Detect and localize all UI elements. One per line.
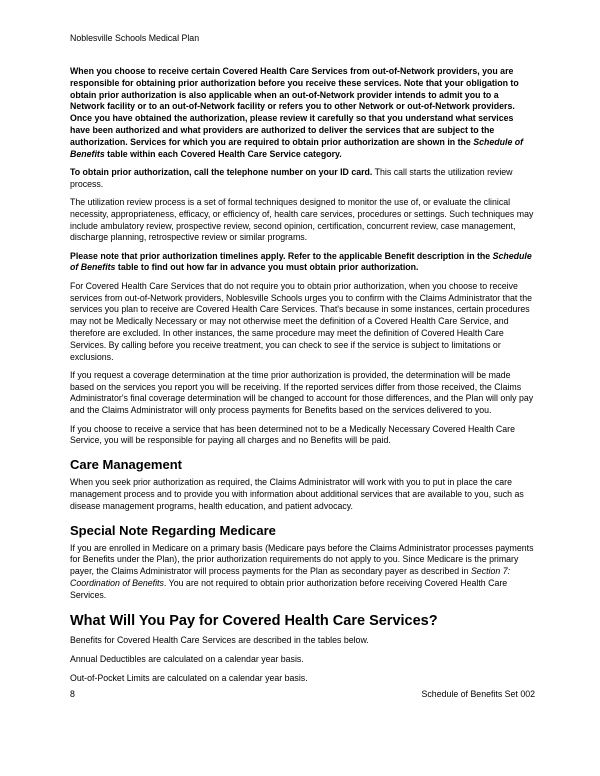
text-run: . You are not required to obtain prior authorization before receiving Covered Health Care Services. bbox=[70, 577, 508, 600]
document-header-title: Noblesville Schools Medical Plan bbox=[70, 33, 200, 43]
footer-document-label: Schedule of Benefits Set 002 bbox=[421, 689, 535, 699]
paragraph-coverage-determination: If you request a coverage determination at the time prior authorization is provided, the determination will be made based on the services you report you will be receiving. If the reported services differ from those received, the Claims Administrator's final coverage determination will be changed to account for those differences, and the Plan will only pay and the Claims Administrator will only process payments for Benefits based on the services delivered to you. bbox=[70, 369, 534, 416]
text-run: This call starts the utilization review process. bbox=[70, 166, 513, 189]
paragraph-utilization-review: The utilization review process is a set of formal techniques designed to monitor the use of, or evaluate the clinical necessity, appropriateness, efficacy, or efficiency of, health care services, procedures or settings. Such techniques may include ambulatory review, prospective review, second opinion, certification, concurrent review, case management, discharge planning, retrospective review or similar programs. bbox=[70, 196, 534, 243]
text-run-italic: Schedule of Benefits bbox=[70, 136, 524, 159]
paragraph-annual-deductibles: Annual Deductibles are calculated on a calendar year basis. bbox=[70, 654, 304, 665]
paragraph-care-management: When you seek prior authorization as required, the Claims Administrator will work with you to put in place the care management process and to provide you with information about additional services that are available to you, such as disease management programs, health education, and patient advocacy. bbox=[70, 477, 524, 511]
paragraph-timelines bbox=[70, 251, 535, 275]
heading-care-management: Care Management bbox=[70, 457, 182, 473]
paragraph-out-of-pocket-limits: Out-of-Pocket Limits are calculated on a calendar year basis. bbox=[70, 673, 308, 684]
text-run-italic: Schedule of Benefits bbox=[70, 250, 532, 273]
what-will-you-pay-section bbox=[70, 635, 535, 684]
text-run-bold: To obtain prior authorization, call the telephone number on your ID card. bbox=[70, 166, 373, 177]
heading-special-note-medicare: Special Note Regarding Medicare bbox=[70, 522, 276, 538]
text-run: table within each Covered Health Care Service category. bbox=[104, 148, 342, 159]
text-run: If you are enrolled in Medicare on a primary basis (Medicare pays before the Claims Administrator processes payments for Benefits under the Plan), the prior authorization requirements do not apply to you. Since Medicare is the primary payer, the Claims Administrator will process payments for the Plan as secondary payer as described in bbox=[70, 542, 534, 577]
footer-page-number: 8 bbox=[70, 689, 75, 699]
paragraph-not-medically-necessary: If you choose to receive a service that has been determined not to be a Medically Necessary Covered Health Care Service, you will be responsible for paying all charges and no Benefits will be paid. bbox=[70, 423, 515, 446]
text-run-italic: Section 7: Coordination of Benefits bbox=[70, 566, 511, 588]
paragraph-obtain-prior-auth bbox=[70, 167, 535, 191]
paragraph-prior-auth-intro bbox=[70, 66, 535, 160]
paragraph-no-prior-auth-required: For Covered Health Care Services that do not require you to obtain prior authorization, when you choose to receive services from out-of-Network providers, Noblesville Schools urges you to confirm with the Claims Administrator that the services you plan to receive are Covered Health Care Services. That's because in some instances, certain procedures may not be Medically Necessary or may not otherwise meet the definition of a Covered Health Care Service, and therefore are excluded. In other instances, the same procedure may meet the definition of Covered Health Care Services. By calling before you receive treatment, you can check to see if the service is subject to limitations or exclusions. bbox=[70, 280, 533, 362]
heading-what-will-you-pay: What Will You Pay for Covered Health Care Services? bbox=[70, 613, 438, 630]
text-run: table to find out how far in advance you must obtain prior authorization. bbox=[115, 262, 419, 273]
document-footer bbox=[70, 689, 535, 700]
paragraph-benefits-tables: Benefits for Covered Health Care Services are described in the tables below. bbox=[70, 635, 369, 646]
paragraph-medicare bbox=[70, 543, 535, 602]
text-run: Please note that prior authorization timelines apply. Refer to the applicable Benefit description in the bbox=[70, 250, 493, 261]
text-run: When you choose to receive certain Covered Health Care Services from out-of-Network providers, you are responsible for obtaining prior authorization before you receive these services. Note that your obligation to obtain prior authorization is also applicable when an out-of-Network provider intends to admit you to a Network facility or to an out-of-Network facility or refers you to other Network or out-of-Network providers. Once you have obtained the authorization, please review it carefully so that you understand what services have been authorized and what providers are authorized to deliver the services that are subject to the authorization. Services for which you are required to obtain prior authorization are shown in the bbox=[70, 66, 519, 147]
